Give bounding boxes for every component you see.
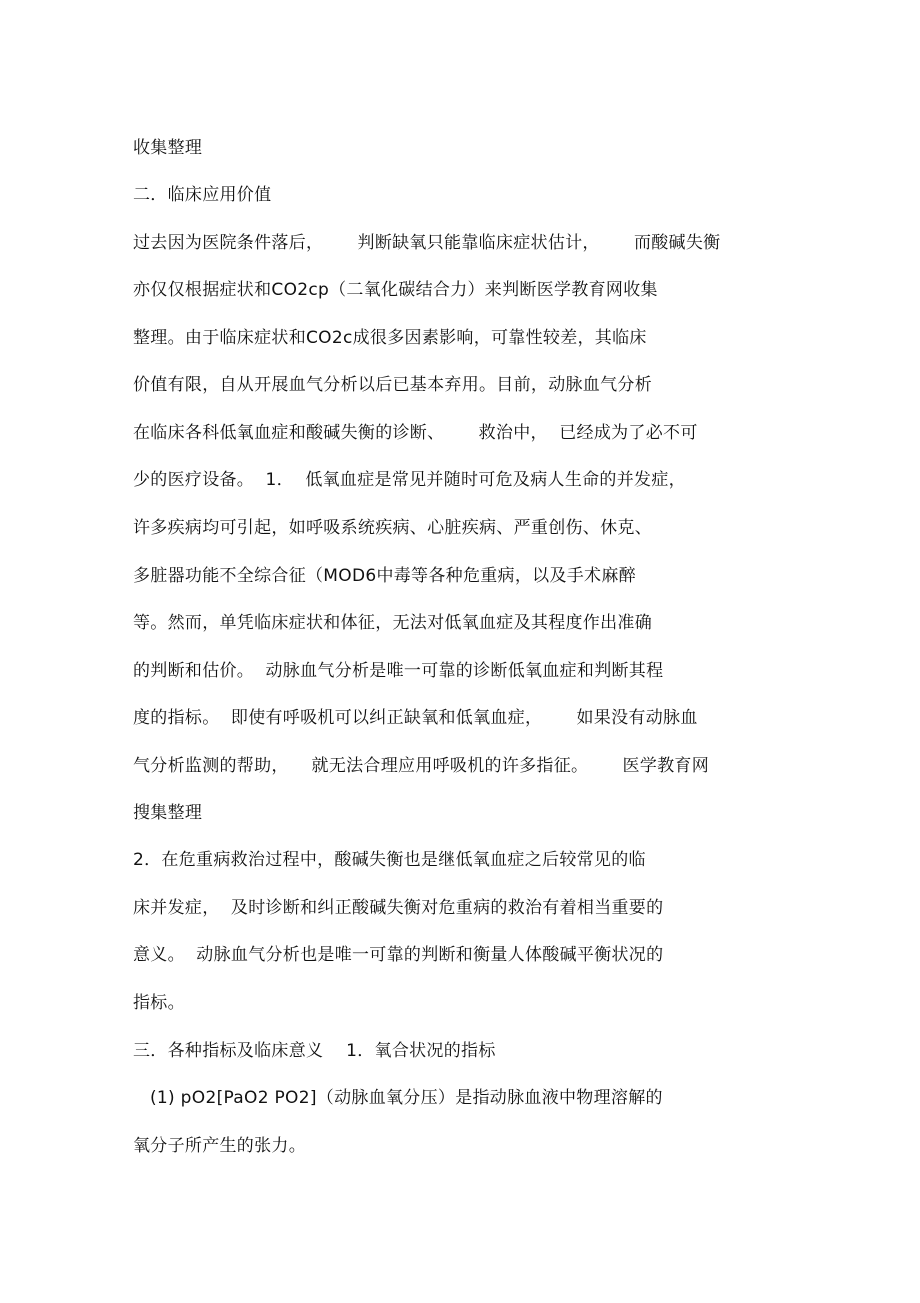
text-line: 2．在危重病救治过程中，酸碱失衡也是继低氧血症之后较常见的临: [133, 850, 646, 870]
section-heading: 三．各种指标及临床意义 1．氧合状况的指标: [133, 1041, 496, 1061]
text-line: 收集整理: [133, 138, 203, 158]
text-line: 价值有限，自从开展血气分析以后已基本弃用。目前，动脉血气分析: [133, 375, 652, 395]
text-line: 指标。: [133, 993, 185, 1013]
text-line: 度的指标。 即使有呼吸机可以纠正缺氧和低氧血症， 如果没有动脉血: [133, 708, 698, 728]
text-line: 搜集整理: [133, 803, 203, 823]
text-line: 亦仅仅根据症状和CO2cp（二氧化碳结合力）来判断医学教育网收集: [133, 280, 658, 300]
text-line: 氧分子所产生的张力。: [133, 1136, 306, 1156]
text-line: 许多疾病均可引起，如呼吸系统疾病、心脏疾病、严重创伤、休克、: [133, 518, 652, 538]
section-heading: 二．临床应用价值: [133, 185, 272, 205]
text-line: 床并发症， 及时诊断和纠正酸碱失衡对危重病的救治有着相当重要的: [133, 898, 664, 918]
text-line: 多脏器功能不全综合征（MOD6中毒等各种危重病，以及手术麻醉: [133, 566, 636, 586]
text-line: 在临床各科低氧血症和酸碱失衡的诊断、 救治中， 已经成为了必不可: [133, 423, 698, 443]
text-line: 气分析监测的帮助， 就无法合理应用呼吸机的许多指征。 医学教育网: [133, 756, 710, 776]
text-line: 少的医疗设备。 1． 低氧血症是常见并随时可危及病人生命的并发症，: [133, 470, 686, 490]
text-line: 意义。 动脉血气分析也是唯一可靠的判断和衡量人体酸碱平衡状况的: [133, 945, 664, 965]
text-line: 等。然而，单凭临床症状和体征，无法对低氧血症及其程度作出准确: [133, 613, 652, 633]
text-line: 的判断和估价。 动脉血气分析是唯一可靠的诊断低氧血症和判断其程: [133, 661, 664, 681]
text-line: 整理。由于临床症状和CO2c成很多因素影响，可靠性较差，其临床: [133, 328, 647, 348]
text-line: (1) pO2[PaO2 PO2]（动脉血氧分压）是指动脉血液中物理溶解的: [150, 1088, 663, 1108]
text-line: 过去因为医院条件落后， 判断缺氧只能靠临床症状估计， 而酸碱失衡: [133, 233, 721, 253]
